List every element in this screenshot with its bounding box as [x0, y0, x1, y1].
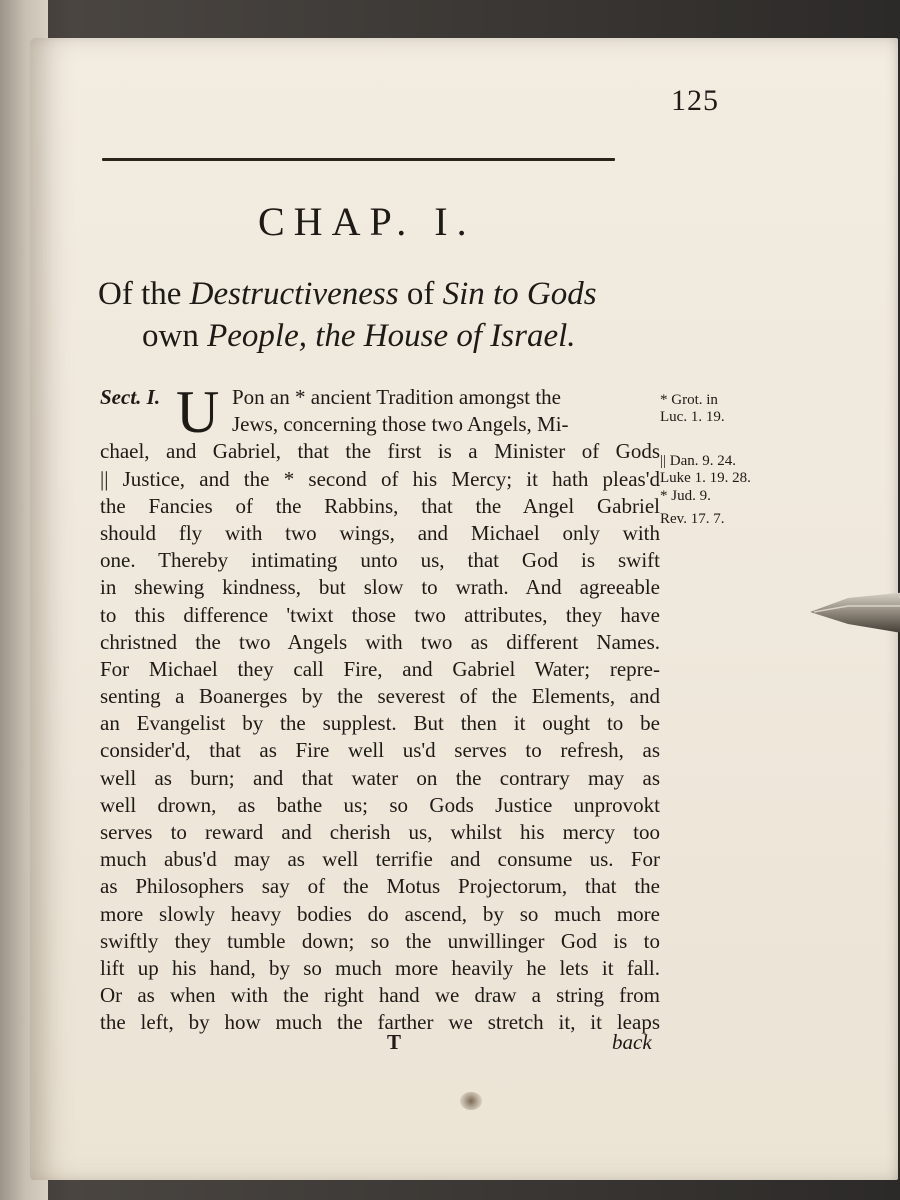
title-text: Of the — [98, 276, 190, 312]
margin-note: * Grot. in — [660, 392, 718, 408]
section-label: Sect. I. — [100, 385, 161, 409]
body-line-17: serves to reward and cherish us, whilst his mercy too — [100, 820, 660, 844]
body-line-6: should fly with two wings, and Michael only with — [100, 520, 660, 545]
margin-note: || Dan. 9. 24. — [660, 452, 736, 469]
body-line-21: swiftly they tumble down; so the unwillinger God is to — [100, 928, 660, 953]
body-line-text: Pon an * ancient Tradition amongst the — [232, 385, 561, 409]
ink-stain — [460, 1092, 482, 1110]
body-line-8: in shewing kindness, but slow to wrath. And agreeable — [100, 575, 660, 600]
catchword: back — [612, 1030, 652, 1054]
chapter-title-line-2 — [142, 318, 576, 355]
body-line-7: one. Thereby intimating unto us, that God is swift — [100, 548, 660, 573]
margin-note: * Jud. 9. — [660, 487, 711, 504]
body-line-10: christned the two Angels with two as different Names. — [100, 629, 660, 654]
drop-cap: U — [176, 379, 220, 445]
margin-note: Rev. 17. 7. — [660, 511, 725, 528]
marginal-notes — [660, 392, 770, 528]
title-italic: Destructiveness — [189, 276, 399, 312]
page-number: 125 — [671, 84, 719, 117]
body-line-19: as Philosophers say of the Motus Projectorum, that the — [100, 874, 660, 899]
body-line-9: to this difference 'twixt those two attributes, they have — [100, 602, 660, 627]
body-line-11: For Michael they call Fire, and Gabriel Water; repre- — [100, 656, 660, 681]
chapter-title-line-1 — [98, 276, 597, 313]
body-line-14: consider'd, that as Fire well us'd serves to refresh, as — [100, 738, 660, 763]
chapter-heading: CHAP. I. — [258, 199, 476, 244]
body-line-12: senting a Boanerges by the severest of the Elements, and — [100, 684, 660, 709]
title-text: of — [398, 276, 443, 312]
header-rule — [102, 158, 615, 161]
body-line-2: Jews, concerning those two Angels, Mi- — [232, 412, 569, 437]
body-line-18: much abus'd may as well terrifie and consume us. For — [100, 847, 660, 872]
title-italic: Sin to Gods — [442, 276, 597, 312]
title-text: own — [142, 318, 208, 354]
body-line-23: Or as when with the right hand we draw a string from — [100, 983, 660, 1008]
body-line-15: well as burn; and that water on the contrary may as — [100, 765, 660, 790]
title-italic: People, the House of Israel. — [207, 318, 576, 354]
body-text — [100, 379, 660, 1037]
body-line-24: the left, by how much the farther we stretch it, it leaps — [100, 1010, 660, 1035]
body-line-13: an Evangelist by the supplest. But then it ought to be — [100, 711, 660, 736]
body-line-20: more slowly heavy bodies do ascend, by so much more — [100, 901, 660, 926]
body-line-3: chael, and Gabriel, that the first is a Minister of Gods — [100, 439, 660, 464]
body-line-5: the Fancies of the Rabbins, that the Angel Gabriel — [100, 493, 660, 518]
body-line-4: || Justice, and the * second of his Mercy; it hath pleas'd — [100, 466, 660, 491]
body-line-16: well drown, as bathe us; so Gods Justice unprovokt — [100, 792, 660, 817]
body-line-22: lift up his hand, by so much more heavily he lets it fall. — [100, 955, 660, 980]
signature-mark: T — [387, 1030, 402, 1054]
metal-bookmark-tip — [808, 590, 900, 636]
margin-note: Luke 1. 19. 28. — [660, 470, 751, 487]
margin-note: Luc. 1. 19. — [660, 409, 725, 426]
margin-note-gap — [660, 427, 770, 453]
